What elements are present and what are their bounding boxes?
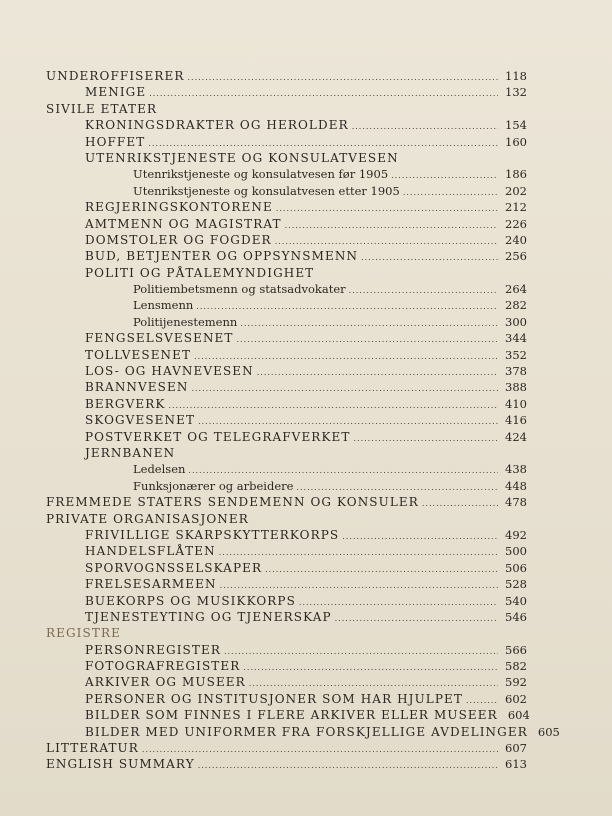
toc-entry-bud-betjenter[interactable] bbox=[46, 248, 527, 264]
toc-entry-frelsesarmeen[interactable] bbox=[46, 576, 527, 592]
toc-page-number: 300 bbox=[505, 314, 527, 329]
toc-section-title: POLITI OG PÅTALEMYNDIGHET bbox=[85, 265, 315, 280]
dot-leader bbox=[187, 70, 498, 86]
toc-entry-bilder-flere-arkiver[interactable] bbox=[46, 707, 530, 723]
toc-section-jernbanen[interactable] bbox=[46, 445, 527, 461]
toc-entry-title: Utenrikstjeneste og konsulatvesen etter 1905 bbox=[133, 183, 400, 198]
toc-page-number: 592 bbox=[505, 675, 527, 690]
dot-leader bbox=[142, 742, 498, 758]
toc-entry-ledelsen[interactable] bbox=[46, 461, 527, 477]
toc-entry-title: BILDER MED UNIFORMER FRA FORSKJELLIGE AVDELINGER bbox=[85, 724, 528, 739]
toc-page-number: 448 bbox=[505, 478, 527, 493]
toc-page-number: 416 bbox=[505, 413, 527, 428]
toc-entry-lensmenn[interactable] bbox=[46, 297, 527, 313]
toc-entry-skogvesenet[interactable] bbox=[46, 412, 527, 428]
toc-page-number: 282 bbox=[505, 298, 527, 313]
toc-entry-handelsflaten[interactable] bbox=[46, 543, 527, 559]
toc-entry-title: Funksjonærer og arbeidere bbox=[133, 478, 294, 493]
toc-entry-politijenestemenn[interactable] bbox=[46, 314, 527, 330]
toc-page-number: 540 bbox=[505, 593, 527, 608]
toc-section-registre[interactable] bbox=[46, 625, 527, 641]
toc-page-number: 378 bbox=[505, 364, 527, 379]
toc-page-number: 605 bbox=[537, 724, 560, 739]
toc-page-number: 582 bbox=[505, 659, 527, 674]
toc-page-number: 546 bbox=[505, 609, 527, 624]
toc-entry-buekorps[interactable] bbox=[46, 593, 527, 609]
toc-page-number: 607 bbox=[505, 741, 527, 756]
table-of-contents bbox=[46, 68, 560, 773]
toc-entry-title: FRIVILLIGE SKARPSKYTTERKORPS bbox=[85, 527, 340, 542]
toc-section-politi[interactable] bbox=[46, 265, 527, 281]
toc-entry-title: TJENESTEYTING OG TJENERSKAP bbox=[85, 609, 332, 624]
dot-leader bbox=[342, 529, 498, 545]
toc-entry-bilder-uniformer[interactable] bbox=[46, 724, 560, 740]
dot-leader bbox=[265, 562, 498, 578]
toc-entry-title: SPORVOGNSSELSKAPER bbox=[85, 560, 263, 575]
toc-page-number: 352 bbox=[505, 347, 527, 362]
toc-page-number: 492 bbox=[505, 527, 527, 542]
toc-entry-title: BILDER SOM FINNES I FLERE ARKIVER ELLER MUSEER bbox=[85, 708, 498, 723]
toc-page-number: 388 bbox=[505, 380, 527, 395]
toc-entry-arkiver-museer[interactable] bbox=[46, 674, 527, 690]
toc-entry-title: PERSONREGISTER bbox=[85, 642, 221, 657]
toc-entry-english-summary[interactable] bbox=[46, 756, 527, 772]
dot-leader bbox=[422, 496, 498, 512]
toc-entry-title: Lensmenn bbox=[133, 298, 194, 313]
toc-entry-amtmenn[interactable] bbox=[46, 216, 527, 232]
toc-entry-funksjonaerer[interactable] bbox=[46, 478, 527, 494]
toc-entry-postverket[interactable] bbox=[46, 429, 527, 445]
toc-entry-title: FOTOGRAFREGISTER bbox=[85, 659, 241, 674]
dot-leader bbox=[149, 86, 498, 102]
toc-entry-title: DOMSTOLER OG FOGDER bbox=[85, 232, 272, 247]
toc-entry-title: BRANNVESEN bbox=[85, 380, 189, 395]
toc-page-number: 478 bbox=[505, 495, 527, 510]
toc-entry-title: Utenrikstjeneste og konsulatvesen før 1905 bbox=[133, 167, 389, 182]
toc-page-number: 186 bbox=[505, 167, 527, 182]
toc-entry-menige[interactable] bbox=[46, 84, 527, 100]
toc-page-number: 602 bbox=[505, 691, 527, 706]
toc-entry-fotografregister[interactable] bbox=[46, 658, 527, 674]
toc-page-number: 256 bbox=[505, 249, 527, 264]
toc-entry-title: HOFFET bbox=[85, 134, 146, 149]
dot-leader bbox=[191, 381, 498, 397]
dot-leader bbox=[240, 316, 498, 332]
toc-entry-title: REGJERINGSKONTORENE bbox=[85, 200, 273, 215]
toc-entry-title: SKOGVESENET bbox=[85, 413, 196, 428]
toc-entry-title: ARKIVER OG MUSEER bbox=[85, 675, 246, 690]
toc-entry-title: MENIGE bbox=[85, 85, 147, 100]
toc-entry-personer-institusjoner[interactable] bbox=[46, 691, 527, 707]
dot-leader bbox=[198, 758, 498, 774]
dot-leader bbox=[196, 299, 498, 315]
dot-leader bbox=[391, 168, 498, 184]
toc-entry-los-havnevesen[interactable] bbox=[46, 363, 527, 379]
toc-entry-title: FENGSELSVESENET bbox=[85, 331, 234, 346]
toc-entry-title: BERGVERK bbox=[85, 396, 166, 411]
toc-entry-tollvesenet[interactable] bbox=[46, 347, 527, 363]
dot-leader bbox=[335, 611, 498, 627]
toc-entry-title: LOS- OG HAVNEVESEN bbox=[85, 364, 254, 379]
toc-entry-title: FRELSESARMEEN bbox=[85, 577, 217, 592]
toc-page-number: 202 bbox=[505, 183, 527, 198]
toc-entry-title: FREMMEDE STATERS SENDEMENN OG KONSULER bbox=[46, 495, 419, 510]
toc-section-title: PRIVATE ORGANISASJONER bbox=[46, 511, 249, 526]
toc-entry-personregister[interactable] bbox=[46, 642, 527, 658]
toc-page-number: 566 bbox=[505, 642, 527, 657]
dot-leader bbox=[237, 332, 498, 348]
toc-entry-domstoler[interactable] bbox=[46, 232, 527, 248]
toc-entry-title: Politijenestemenn bbox=[133, 314, 238, 329]
toc-entry-sporvognsselskaper[interactable] bbox=[46, 560, 527, 576]
toc-section-title: SIVILE ETATER bbox=[46, 101, 158, 116]
toc-entry-hoffet[interactable] bbox=[46, 134, 527, 150]
toc-section-title: REGISTRE bbox=[46, 626, 121, 641]
toc-page-number: 500 bbox=[505, 544, 527, 559]
toc-entry-title: TOLLVESENET bbox=[85, 347, 192, 362]
dot-leader bbox=[349, 283, 498, 299]
toc-section-sivile-etater[interactable] bbox=[46, 101, 527, 117]
toc-entry-title: UNDEROFFISERER bbox=[46, 69, 185, 83]
toc-entry-title: AMTMENN OG MAGISTRAT bbox=[85, 216, 282, 231]
toc-page-number: 613 bbox=[505, 757, 527, 772]
toc-entry-fengselsvesenet[interactable] bbox=[46, 330, 527, 346]
toc-page-number: 132 bbox=[505, 85, 527, 100]
toc-entry-regjeringskontorene[interactable] bbox=[46, 199, 527, 215]
toc-page-number: 410 bbox=[505, 396, 527, 411]
toc-entry-underoffiserer[interactable] bbox=[46, 68, 527, 84]
toc-entry-title: POSTVERKET OG TELEGRAFVERKET bbox=[85, 429, 351, 444]
toc-page-number: 506 bbox=[505, 560, 527, 575]
dot-leader bbox=[168, 398, 498, 414]
dot-leader bbox=[243, 660, 498, 676]
toc-page-number: 226 bbox=[505, 216, 527, 231]
toc-entry-title: HANDELSFLÅTEN bbox=[85, 544, 216, 559]
dot-leader bbox=[257, 365, 498, 381]
toc-entry-bergverk[interactable] bbox=[46, 396, 527, 412]
toc-entry-brannvesen[interactable] bbox=[46, 379, 527, 395]
dot-leader bbox=[352, 119, 498, 135]
toc-entry-politiembetsmenn[interactable] bbox=[46, 281, 527, 297]
toc-entry-skarpskytterkorps[interactable] bbox=[46, 527, 527, 543]
toc-page-number: 264 bbox=[505, 282, 527, 297]
toc-page-number: 604 bbox=[507, 708, 530, 723]
toc-entry-title: LITTERATUR bbox=[46, 741, 139, 756]
toc-section-private-organisasjoner[interactable] bbox=[46, 511, 527, 527]
dot-leader bbox=[276, 201, 498, 217]
toc-page-number: 160 bbox=[505, 134, 527, 149]
toc-page-number: 528 bbox=[505, 577, 527, 592]
toc-entry-tjenesteyting[interactable] bbox=[46, 609, 527, 625]
toc-page-number: 424 bbox=[505, 429, 527, 444]
toc-entry-utenriks-etter-1905[interactable] bbox=[46, 183, 527, 199]
toc-section-utenrikstjeneste[interactable] bbox=[46, 150, 527, 166]
toc-section-title: JERNBANEN bbox=[85, 445, 176, 460]
dot-leader bbox=[224, 644, 498, 660]
toc-page-number: 344 bbox=[505, 331, 527, 346]
toc-section-title: UTENRIKSTJENESTE OG KONSULATVESEN bbox=[85, 150, 399, 165]
dot-leader bbox=[285, 218, 498, 234]
toc-entry-title: BUEKORPS OG MUSIKKORPS bbox=[85, 593, 296, 608]
toc-entry-title: Politiembetsmenn og statsadvokater bbox=[133, 282, 346, 297]
dot-leader bbox=[353, 431, 498, 447]
toc-page-number: 154 bbox=[505, 118, 527, 133]
toc-entry-title: KRONINGSDRAKTER OG HEROLDER bbox=[85, 118, 349, 133]
toc-page-number: 118 bbox=[505, 69, 527, 83]
toc-entry-kroningsdrakter[interactable] bbox=[46, 117, 527, 133]
toc-entry-litteratur[interactable] bbox=[46, 740, 527, 756]
toc-entry-title: Ledelsen bbox=[133, 462, 186, 477]
toc-page-number: 438 bbox=[505, 462, 527, 477]
toc-entry-title: PERSONER OG INSTITUSJONER SOM HAR HJULPET bbox=[85, 691, 464, 706]
dot-leader bbox=[361, 250, 498, 266]
toc-entry-title: BUD, BETJENTER OG OPPSYNSMENN bbox=[85, 249, 359, 264]
dot-leader bbox=[403, 185, 498, 201]
toc-entry-title: ENGLISH SUMMARY bbox=[46, 757, 195, 772]
toc-entry-fremmede-stater[interactable] bbox=[46, 494, 527, 510]
toc-entry-utenriks-for-1905[interactable] bbox=[46, 166, 527, 182]
toc-page-number: 240 bbox=[505, 232, 527, 247]
toc-page-number: 212 bbox=[505, 200, 527, 215]
